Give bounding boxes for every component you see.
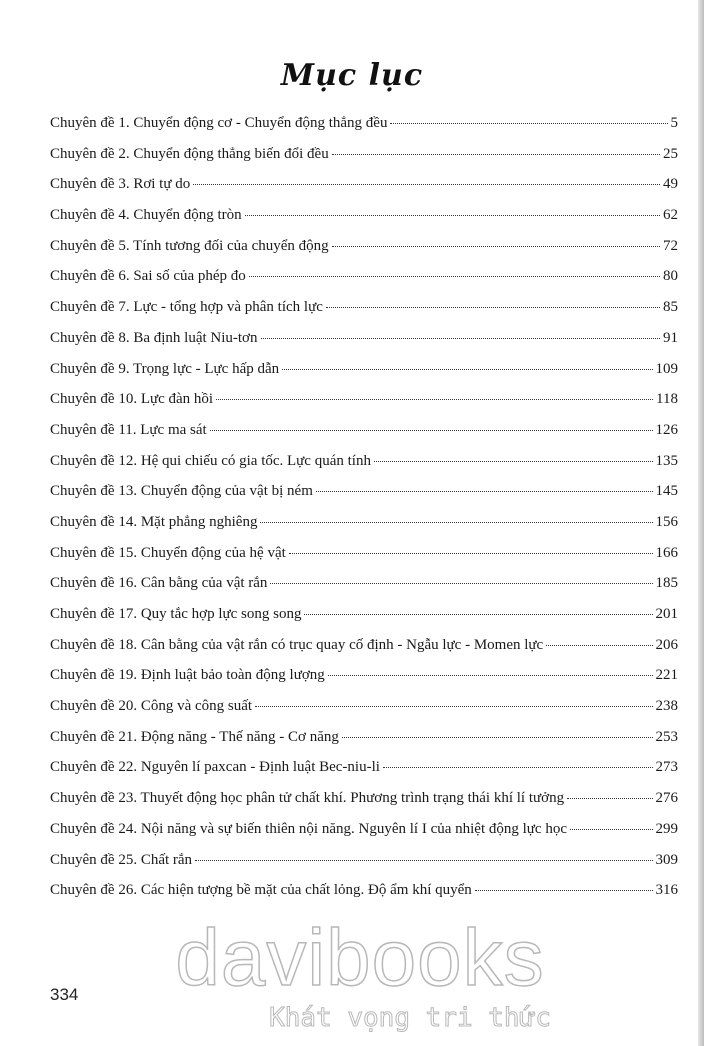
toc-dot-leader (216, 399, 653, 400)
toc-entry-page: 299 (655, 820, 678, 837)
toc-entry-label: Chuyên đề 23. Thuyết động học phân tử chất khí. Phương trình trạng thái khí lí tưởng (50, 790, 565, 807)
toc-dot-leader (374, 461, 653, 462)
toc-entry-page: 72 (663, 237, 678, 254)
toc-dot-leader (342, 737, 653, 738)
toc-entry-label: Chuyên đề 3. Rơi tự do (50, 176, 191, 193)
toc-entry (50, 483, 678, 514)
toc-entry-label: Chuyên đề 1. Chuyển động cơ - Chuyển động thẳng đều (50, 115, 388, 131)
toc-entry-label: Chuyên đề 13. Chuyển động của vật bị ném (50, 483, 313, 500)
toc-entry (50, 637, 678, 668)
toc-entry-label: Chuyên đề 7. Lực - tổng hợp và phân tích lực (50, 299, 323, 316)
toc-dot-leader (475, 890, 653, 891)
toc-entry-page: 166 (655, 544, 678, 561)
page-number: 334 (50, 985, 79, 1004)
toc-entry (50, 330, 678, 361)
toc-dot-leader (289, 553, 653, 554)
toc-entry (50, 146, 678, 177)
watermark-brand: davibooks (175, 913, 545, 1002)
toc-dot-leader (193, 184, 660, 185)
toc-dot-leader (326, 307, 660, 308)
toc-entry (50, 453, 678, 484)
toc-entry (50, 514, 678, 545)
toc-entry (50, 238, 678, 269)
toc-dot-leader (261, 338, 661, 339)
toc-entry-page: 201 (655, 606, 678, 622)
toc-entry-label: Chuyên đề 9. Trọng lực - Lực hấp dẫn (50, 360, 280, 377)
toc-entry (50, 790, 678, 821)
toc-entry (50, 759, 678, 790)
toc-entry (50, 422, 678, 453)
toc-entry-label: Chuyên đề 17. Quy tắc hợp lực song song (50, 606, 302, 622)
toc-dot-leader (390, 123, 667, 124)
toc-entry (50, 575, 678, 606)
toc-entry-page: 85 (663, 299, 678, 316)
toc-entry-page: 273 (655, 759, 678, 776)
toc-entry-label: Chuyên đề 11. Lực ma sát (50, 421, 207, 438)
toc-entry (50, 821, 678, 852)
toc-entry (50, 882, 678, 913)
toc-entry-page: 126 (655, 421, 678, 438)
toc-entry (50, 698, 678, 729)
page-title: Mục lục (280, 58, 424, 93)
toc-entry-page: 5 (670, 115, 678, 131)
toc-dot-leader (304, 614, 652, 615)
watermark-slogan: Khát vọng tri thức (269, 1003, 551, 1033)
page-edge-shadow (698, 0, 704, 1046)
toc-entry (50, 207, 678, 238)
toc-entry-label: Chuyên đề 22. Nguyên lí paxcan - Định luật Bec-niu-li (50, 759, 380, 776)
toc-entry-label: Chuyên đề 16. Cân bằng của vật rắn (50, 575, 268, 592)
toc-entry-label: Chuyên đề 12. Hệ qui chiếu có gia tốc. Lực quán tính (50, 452, 371, 469)
toc-entry (50, 299, 678, 330)
toc-entry-page: 91 (663, 329, 678, 346)
toc-dot-leader (570, 829, 653, 830)
toc-entry-page: 221 (655, 667, 678, 684)
toc-entry-label: Chuyên đề 25. Chất rắn (50, 851, 193, 868)
toc-entry-label: Chuyên đề 14. Mặt phẳng nghiêng (50, 513, 258, 530)
toc-entry-label: Chuyên đề 21. Động năng - Thế năng - Cơ năng (50, 728, 339, 745)
toc-dot-leader (332, 154, 660, 155)
toc-dot-leader (316, 491, 653, 492)
toc-entry (50, 606, 678, 637)
toc-entry-page: 238 (655, 698, 678, 715)
toc-entry-page: 49 (663, 176, 678, 193)
toc-entry-page: 80 (663, 268, 678, 285)
toc-entry-page: 206 (655, 636, 678, 653)
toc-entry-page: 145 (655, 483, 678, 500)
toc-dot-leader (328, 675, 653, 676)
toc-entry-page: 118 (656, 391, 678, 408)
toc-dot-leader (210, 430, 653, 431)
toc-entry (50, 391, 678, 422)
toc-entry-page: 62 (663, 207, 678, 224)
toc-dot-leader (249, 276, 660, 277)
toc-entry (50, 268, 678, 299)
toc-entry-page: 109 (655, 360, 678, 377)
toc-dot-leader (270, 583, 652, 584)
toc-entry-label: Chuyên đề 6. Sai số của phép đo (50, 268, 246, 285)
toc-dot-leader (567, 798, 652, 799)
toc-dot-leader (282, 369, 652, 370)
toc-entry-label: Chuyên đề 18. Cân bằng của vật rắn có trục quay cố định - Ngẫu lực - Momen lực (50, 636, 544, 653)
toc-dot-leader (255, 706, 652, 707)
toc-entry (50, 729, 678, 760)
toc-entry-page: 276 (655, 790, 678, 807)
toc-entry-label: Chuyên đề 24. Nội năng và sự biến thiên nội năng. Nguyên lí I của nhiệt động lực học (50, 820, 567, 837)
toc-dot-leader (195, 860, 652, 861)
toc-entry-label: Chuyên đề 5. Tính tương đối của chuyển động (50, 237, 329, 254)
toc-entry (50, 176, 678, 207)
table-of-contents (50, 115, 678, 913)
toc-entry-page: 185 (655, 575, 678, 592)
toc-entry (50, 115, 678, 146)
toc-entry-label: Chuyên đề 15. Chuyển động của hệ vật (50, 544, 286, 561)
toc-entry (50, 361, 678, 392)
toc-dot-leader (260, 522, 652, 523)
toc-entry-page: 156 (655, 513, 678, 530)
toc-entry-label: Chuyên đề 10. Lực đàn hồi (50, 391, 214, 408)
toc-entry (50, 667, 678, 698)
toc-entry-label: Chuyên đề 8. Ba định luật Niu-tơn (50, 329, 258, 346)
toc-entry-label: Chuyên đề 2. Chuyển động thẳng biến đổi đều (50, 145, 329, 162)
toc-entry-page: 25 (663, 145, 678, 162)
toc-entry-label: Chuyên đề 4. Chuyển động tròn (50, 207, 242, 224)
toc-entry-page: 253 (655, 728, 678, 745)
toc-entry-page: 316 (655, 882, 678, 899)
toc-entry-page: 135 (655, 452, 678, 469)
toc-entry-label: Chuyên đề 26. Các hiện tượng bề mặt của chất lỏng. Độ ẩm khí quyển (50, 882, 472, 899)
toc-entry (50, 545, 678, 576)
toc-entry-page: 309 (655, 851, 678, 868)
toc-dot-leader (383, 767, 653, 768)
toc-entry-label: Chuyên đề 20. Công và công suất (50, 698, 253, 715)
toc-entry (50, 852, 678, 883)
toc-dot-leader (245, 215, 660, 216)
toc-dot-leader (332, 246, 660, 247)
toc-entry-label: Chuyên đề 19. Định luật bảo toàn động lượng (50, 667, 325, 684)
toc-dot-leader (546, 645, 652, 646)
